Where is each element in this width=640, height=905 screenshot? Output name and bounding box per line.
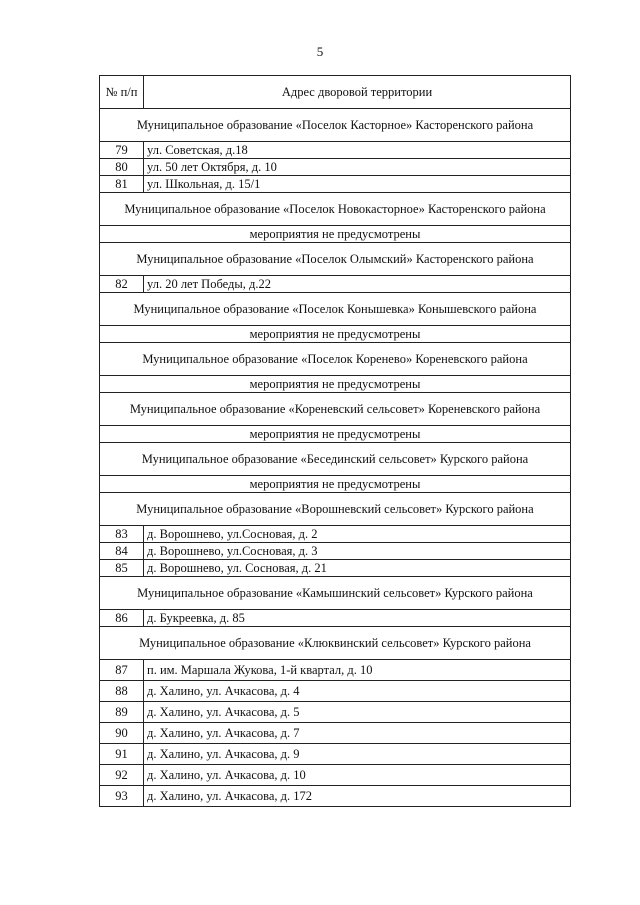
no-measures-note: мероприятия не предусмотрены xyxy=(100,226,571,243)
row-address: д. Халино, ул. Ачкасова, д. 7 xyxy=(144,723,571,744)
row-address: п. им. Маршала Жукова, 1-й квартал, д. 10 xyxy=(144,660,571,681)
no-measures-note: мероприятия не предусмотрены xyxy=(100,426,571,443)
section-row xyxy=(100,243,571,276)
municipality-heading: Муниципальное образование «Поселок Конышевка» Конышевского района xyxy=(100,293,571,326)
row-number: 82 xyxy=(100,276,144,293)
row-address: д. Ворошнево, ул.Сосновая, д. 2 xyxy=(144,526,571,543)
section-row xyxy=(100,627,571,660)
municipality-heading: Муниципальное образование «Поселок Кореневo» Кореневского района xyxy=(100,343,571,376)
section-row xyxy=(100,577,571,610)
table-row xyxy=(100,176,571,193)
table-row xyxy=(100,660,571,681)
row-number: 91 xyxy=(100,744,144,765)
note-row xyxy=(100,326,571,343)
row-address: ул. Школьная, д. 15/1 xyxy=(144,176,571,193)
row-number: 87 xyxy=(100,660,144,681)
table-row xyxy=(100,744,571,765)
page-number: 5 xyxy=(316,44,324,59)
municipality-heading: Муниципальное образование «Ворошневский сельсовет» Курского района xyxy=(100,493,571,526)
row-number: 92 xyxy=(100,765,144,786)
row-number: 85 xyxy=(100,560,144,577)
row-number: 88 xyxy=(100,681,144,702)
table-row xyxy=(100,142,571,159)
row-address: д. Букреевка, д. 85 xyxy=(144,610,571,627)
row-address: д. Халино, ул. Ачкасова, д. 10 xyxy=(144,765,571,786)
header-num: № п/п xyxy=(100,76,144,109)
row-address: д. Халино, ул. Ачкасова, д. 5 xyxy=(144,702,571,723)
table-body xyxy=(100,109,571,807)
row-number: 81 xyxy=(100,176,144,193)
no-measures-note: мероприятия не предусмотрены xyxy=(100,376,571,393)
table-row xyxy=(100,681,571,702)
municipality-heading: Муниципальное образование «Клюквинский сельсовет» Курского района xyxy=(100,627,571,660)
municipality-heading: Муниципальное образование «Поселок Касторное» Касторенского района xyxy=(100,109,571,142)
row-number: 83 xyxy=(100,526,144,543)
no-measures-note: мероприятия не предусмотрены xyxy=(100,326,571,343)
note-row xyxy=(100,376,571,393)
row-address: д. Халино, ул. Ачкасова, д. 9 xyxy=(144,744,571,765)
table-row xyxy=(100,560,571,577)
row-number: 90 xyxy=(100,723,144,744)
row-address: д. Халино, ул. Ачкасова, д. 4 xyxy=(144,681,571,702)
section-row xyxy=(100,443,571,476)
section-row xyxy=(100,343,571,376)
no-measures-note: мероприятия не предусмотрены xyxy=(100,476,571,493)
note-row xyxy=(100,426,571,443)
table-row xyxy=(100,610,571,627)
municipality-heading: Муниципальное образование «Кореневский сельсовет» Кореневского района xyxy=(100,393,571,426)
row-number: 89 xyxy=(100,702,144,723)
table-row xyxy=(100,159,571,176)
section-row xyxy=(100,293,571,326)
table-row xyxy=(100,765,571,786)
table-row xyxy=(100,276,571,293)
table-row xyxy=(100,786,571,807)
section-row xyxy=(100,109,571,142)
note-row xyxy=(100,476,571,493)
table-row xyxy=(100,702,571,723)
table-row xyxy=(100,526,571,543)
municipality-heading: Муниципальное образование «Поселок Олымский» Касторенского района xyxy=(100,243,571,276)
row-address: ул. Советская, д.18 xyxy=(144,142,571,159)
note-row xyxy=(100,226,571,243)
row-address: ул. 20 лет Победы, д.22 xyxy=(144,276,571,293)
row-number: 80 xyxy=(100,159,144,176)
section-row xyxy=(100,193,571,226)
row-address: д. Ворошнево, ул.Сосновая, д. 3 xyxy=(144,543,571,560)
table-row xyxy=(100,543,571,560)
table-header-row xyxy=(100,76,571,109)
row-number: 79 xyxy=(100,142,144,159)
header-address: Адрес дворовой территории xyxy=(144,76,571,109)
row-address: д. Халино, ул. Ачкасова, д. 172 xyxy=(144,786,571,807)
row-number: 93 xyxy=(100,786,144,807)
municipality-heading: Муниципальное образование «Бесединский сельсовет» Курского района xyxy=(100,443,571,476)
section-row xyxy=(100,493,571,526)
row-number: 84 xyxy=(100,543,144,560)
row-address: ул. 50 лет Октября, д. 10 xyxy=(144,159,571,176)
address-table xyxy=(99,75,571,807)
municipality-heading: Муниципальное образование «Камышинский сельсовет» Курского района xyxy=(100,577,571,610)
section-row xyxy=(100,393,571,426)
row-number: 86 xyxy=(100,610,144,627)
municipality-heading: Муниципальное образование «Поселок Новокасторное» Касторенского района xyxy=(100,193,571,226)
row-address: д. Ворошнево, ул. Сосновая, д. 21 xyxy=(144,560,571,577)
table-row xyxy=(100,723,571,744)
